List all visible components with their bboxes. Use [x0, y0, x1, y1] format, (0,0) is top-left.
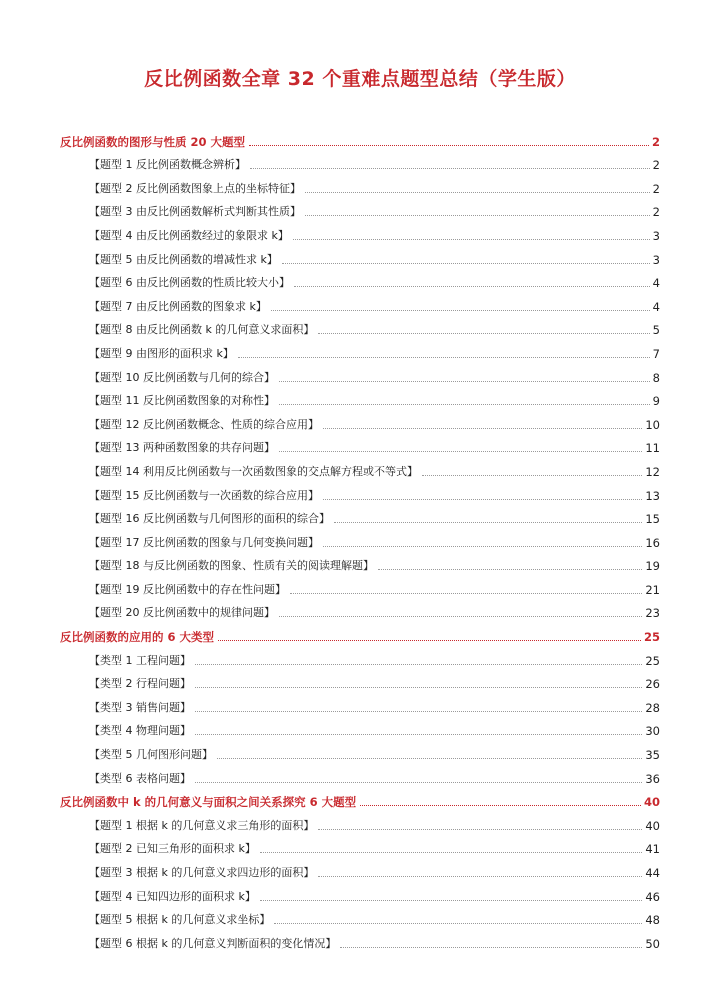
dot-leader: [260, 900, 643, 901]
item-title: 【题型 7 由反比例函数的图象求 k】: [89, 299, 267, 313]
dot-leader: [294, 286, 650, 287]
table-of-contents: [60, 126, 660, 952]
toc-item[interactable]: [60, 834, 660, 858]
page-number: 40: [643, 795, 660, 810]
toc-section-2[interactable]: [60, 621, 660, 645]
dot-leader: [195, 711, 642, 712]
dot-leader: [323, 499, 642, 500]
item-title: 【题型 15 反比例函数与一次函数的综合应用】: [89, 488, 319, 502]
page-number: 26: [645, 677, 660, 692]
toc-item[interactable]: [60, 504, 660, 528]
toc-item[interactable]: [60, 763, 660, 787]
dot-leader: [279, 404, 650, 405]
page-number: 11: [645, 441, 660, 456]
dot-leader: [271, 310, 650, 311]
item-title: 【类型 6 表格问题】: [89, 771, 191, 785]
page-number: 10: [645, 417, 660, 432]
toc-item[interactable]: [60, 551, 660, 575]
page-number: 16: [645, 535, 660, 550]
page-number: 2: [652, 181, 660, 196]
toc-item[interactable]: [60, 173, 660, 197]
toc-item[interactable]: [60, 197, 660, 221]
dot-leader: [218, 640, 641, 641]
item-title: 【类型 4 物理问题】: [89, 724, 191, 738]
toc-item[interactable]: [60, 716, 660, 740]
page-number: 48: [645, 913, 660, 928]
dot-leader: [249, 145, 649, 146]
item-title: 【题型 12 反比例函数概念、性质的综合应用】: [89, 417, 319, 431]
page-number: 44: [645, 866, 660, 880]
page-number: 21: [645, 582, 660, 597]
toc-item[interactable]: [60, 362, 660, 386]
item-title: 【类型 1 工程问题】: [89, 653, 191, 667]
page-number: 13: [645, 488, 660, 503]
section-title: 反比例函数中 k 的几何意义与面积之间关系探究 6 大题型: [60, 795, 357, 810]
page-title: 反比例函数全章 32 个重难点题型总结（学生版）: [144, 68, 576, 90]
dot-leader: [323, 546, 642, 547]
page-number: 28: [645, 700, 660, 715]
page-number: 25: [643, 630, 660, 645]
page-number: 7: [652, 346, 660, 361]
page-number: 2: [651, 134, 660, 149]
page-number: 9: [652, 394, 660, 409]
toc-item[interactable]: [60, 291, 660, 315]
toc-item[interactable]: [60, 692, 660, 716]
page-number: 15: [645, 512, 660, 527]
page-number: 36: [645, 771, 660, 786]
section-title: 反比例函数的图形与性质 20 大题型: [60, 134, 246, 149]
item-title: 【题型 3 根据 k 的几何意义求四边形的面积】: [89, 866, 315, 879]
page-number: 4: [652, 299, 660, 314]
page-number: 4: [652, 276, 660, 291]
dot-leader: [195, 734, 642, 735]
page-number: 30: [645, 724, 660, 739]
toc-item[interactable]: [60, 905, 660, 929]
page-number: 3: [652, 252, 660, 267]
page-number: 12: [645, 464, 660, 479]
toc-item[interactable]: [60, 928, 660, 952]
item-title: 【题型 20 反比例函数中的规律问题】: [89, 606, 275, 620]
page-number: 3: [652, 228, 660, 243]
item-title: 【题型 13 两种函数图象的共存问题】: [89, 441, 275, 455]
item-title: 【题型 1 反比例函数概念辨析】: [89, 158, 246, 172]
dot-leader: [195, 782, 642, 783]
dot-leader: [360, 805, 641, 806]
item-title: 【题型 3 由反比例函数解析式判断其性质】: [89, 205, 301, 219]
dot-leader: [323, 428, 642, 429]
item-title: 【题型 2 反比例函数图象上点的坐标特征】: [89, 181, 301, 195]
toc-item[interactable]: [60, 386, 660, 410]
toc-item[interactable]: [60, 669, 660, 693]
toc-item[interactable]: [60, 574, 660, 598]
item-title: 【题型 9 由图形的面积求 k】: [89, 346, 234, 360]
dot-leader: [318, 829, 642, 830]
toc-item[interactable]: [60, 456, 660, 480]
page-number: 23: [645, 606, 660, 621]
toc-item[interactable]: [60, 739, 660, 763]
item-title: 【题型 11 反比例函数图象的对称性】: [89, 394, 275, 408]
item-title: 【题型 8 由反比例函数 k 的几何意义求面积】: [89, 323, 315, 337]
dot-leader: [282, 263, 650, 264]
page-number: 2: [652, 158, 660, 173]
item-title: 【题型 5 由反比例函数的增减性求 k】: [89, 252, 278, 266]
item-title: 【题型 6 由反比例函数的性质比较大小】: [89, 276, 290, 290]
toc-item[interactable]: [60, 881, 660, 905]
item-title: 【类型 2 行程问题】: [89, 677, 191, 691]
dot-leader: [279, 616, 642, 617]
item-title: 【题型 2 已知三角形的面积求 k】: [89, 842, 256, 856]
dot-leader: [340, 947, 642, 948]
item-title: 【题型 4 已知四边形的面积求 k】: [89, 889, 256, 903]
dot-leader: [279, 451, 642, 452]
dot-leader: [217, 758, 642, 759]
section-title: 反比例函数的应用的 6 大类型: [60, 630, 215, 645]
item-title: 【题型 1 根据 k 的几何意义求三角形的面积】: [89, 818, 315, 832]
toc-item[interactable]: [60, 244, 660, 268]
item-title: 【题型 17 反比例函数的图象与几何变换问题】: [89, 535, 319, 549]
dot-leader: [238, 357, 650, 358]
toc-item[interactable]: [60, 409, 660, 433]
toc-item[interactable]: [60, 268, 660, 292]
dot-leader: [422, 475, 642, 476]
toc-section-1[interactable]: [60, 126, 660, 150]
dot-leader: [195, 664, 642, 665]
toc-item[interactable]: [60, 220, 660, 244]
dot-leader: [274, 923, 642, 924]
toc-item[interactable]: [60, 527, 660, 551]
dot-leader: [305, 192, 650, 193]
item-title: 【题型 4 由反比例函数经过的象限求 k】: [89, 228, 289, 242]
item-title: 【题型 6 根据 k 的几何意义判断面积的变化情况】: [89, 936, 337, 950]
dot-leader: [250, 168, 650, 169]
toc-item[interactable]: [60, 480, 660, 504]
dot-leader: [378, 569, 642, 570]
dot-leader: [318, 333, 649, 334]
dot-leader: [318, 876, 642, 877]
item-title: 【类型 5 几何图形问题】: [89, 748, 213, 762]
item-title: 【题型 18 与反比例函数的图象、性质有关的阅读理解题】: [89, 559, 374, 573]
item-title: 【题型 14 利用反比例函数与一次函数图象的交点解方程或不等式】: [89, 464, 418, 478]
toc-item[interactable]: [60, 857, 660, 881]
page-number: 46: [645, 889, 660, 904]
page-number: 2: [652, 205, 660, 220]
toc-item[interactable]: [60, 433, 660, 457]
dot-leader: [260, 852, 643, 853]
toc-item[interactable]: [60, 338, 660, 362]
item-title: 【类型 3 销售问题】: [89, 700, 191, 714]
dot-leader: [279, 381, 650, 382]
toc-item[interactable]: [60, 598, 660, 622]
page-number: 35: [645, 748, 660, 763]
page-number: 5: [652, 323, 660, 338]
dot-leader: [293, 239, 650, 240]
page-number: 19: [645, 559, 660, 574]
item-title: 【题型 10 反比例函数与几何的综合】: [89, 370, 275, 384]
dot-leader: [305, 215, 650, 216]
toc-item[interactable]: [60, 150, 660, 174]
item-title: 【题型 5 根据 k 的几何意义求坐标】: [89, 913, 271, 927]
page-number: 50: [645, 936, 660, 951]
toc-item[interactable]: [60, 315, 660, 339]
page-number: 41: [645, 842, 660, 857]
dot-leader: [290, 593, 642, 594]
item-title: 【题型 16 反比例函数与几何图形的面积的综合】: [89, 512, 330, 526]
page-number: 25: [645, 653, 660, 668]
toc-item[interactable]: [60, 645, 660, 669]
dot-leader: [195, 687, 642, 688]
page-number: 40: [645, 818, 660, 833]
page-number: 8: [652, 370, 660, 385]
toc-item[interactable]: [60, 810, 660, 834]
item-title: 【题型 19 反比例函数中的存在性问题】: [89, 582, 286, 596]
dot-leader: [334, 522, 642, 523]
toc-section-3[interactable]: [60, 787, 660, 811]
